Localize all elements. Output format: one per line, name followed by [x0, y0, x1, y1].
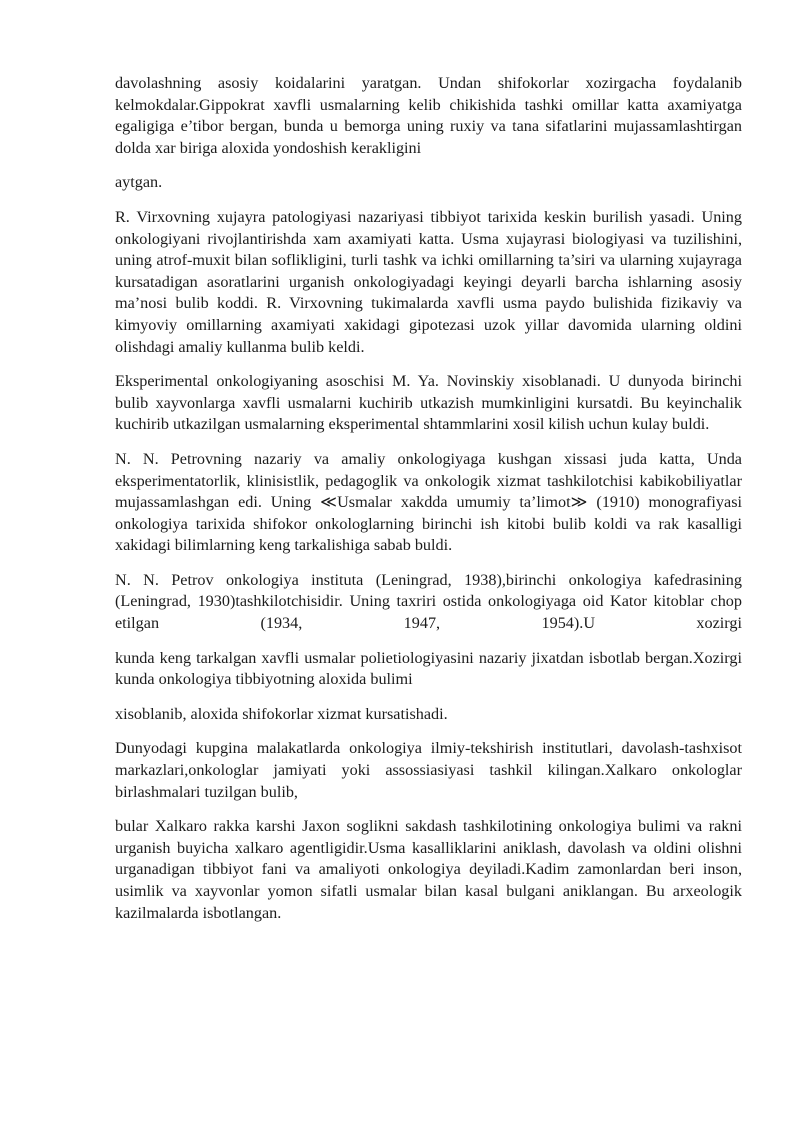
paragraph-polietiology: kunda keng tarkalgan xavfli usmalar polietiologiyasini nazariy jixatdan isbotlab bergan.Xozirgi kunda onkologiya tibbiyotning aloxida bulimi	[115, 648, 742, 689]
paragraph-world-institutes: Dunyodagi kupgina malakatlarda onkologiya ilmiy-tekshirish institutlari, davolash-tashxisot markazlari,onkologlar jamiyati yoki assossiasiyasi tashkil kilingan.Xalkaro onkologlar birlashmalari tuzilgan bulib,	[115, 739, 742, 801]
paragraph-international: bular Xalkaro rakka karshi Jaxon soglikni sakdash tashkilotining onkologiya bulimi va rakni urganish buyicha xalkaro agentligidir.Usma kasalliklarini aniklash, davolash va oldini olishni urganadigan tibbiyot fani va amaliyoti onkologiya deyiladi.Kadim zamonlardan beri inson, usimlik va xayvonlar yomon sifatli usmalar bilan kasal bulgani aniklangan. Bu arxeologik kazilmalarda isbotlangan.	[115, 817, 742, 922]
paragraph-petrov-contribution: N. N. Petrovning nazariy va amaliy onkologiyaga kushgan xissasi juda katta, Unda eksperimentatorlik, klinisistlik, pedagoglik va onkologik xizmat tashkilotchisi kabikobiliyatlar mujassamlashgan edi. Uning ≪Usmalar xakdda umumiy ta’limot≫ (1910) monografiyasi onkologiya tarixida shifokor onkologlarning birinchi ish kitobi bulib koldi va rak kasalligi xakidagi bilimlarning keng tarkalishiga sabab buldi.	[115, 449, 742, 555]
paragraph-aytgan: aytgan.	[115, 173, 163, 192]
paragraph-petrov-institute: N. N. Petrov onkologiya instituta (Leningrad, 1938),birinchi onkologiya kafedrasining (Leningrad, 1930)tashkilotchisidir. Uning taxriri ostida onkologiyaga oid Kator kitoblar chop etilgan (1934, 1947, 1954).U xozirgi	[115, 570, 742, 633]
paragraph-hippocrates: davolashning asosiy koidalarini yaratgan. Undan shifokorlar xozirgacha foydalanib kelmokdalar.Gippokrat xavfli usmalarning kelib chikishida tashki omillar katta axamiyatga egaligiga e’tibor bergan, bunda u bemorga uning ruxiy va tana sifatlarini mujassamlashtirgan dolda xar biriga aloxida yondoshish kerakligini	[115, 74, 742, 157]
paragraph-specialists: xisoblanib, aloxida shifokorlar xizmat kursatishadi.	[115, 704, 448, 723]
paragraph-virchow: R. Virxovning xujayra patologiyasi nazariyasi tibbiyot tarixida keskin burilish yasadi. Uning onkologiyani rivojlantirishda xam axamiyati katta. Usma xujayrasi biologiyasi va tuzilishini, uning atrof-muxit bilan soflikligini, turli tashk va ichki omillarning ta’siri va ularning xujayraga kursatadigan asoratlarini urganish onkologiyadagi keyingi deyarli barcha ishlarning asosiy ma’nosi bulib koddi. R. Virxovning tukimalarda xavfli usma paydo bulishida fizikaviy va kimyoviy omillarning axamiyati xakidagi gipotezasi uzok yillar davomida ularning oldini olishdagi amaliy kullanma bulib keldi.	[115, 207, 742, 356]
document-page	[115, 73, 742, 937]
paragraph-novinskiy: Eksperimental onkologiyaning asoschisi M. Ya. Novinskiy xisoblanadi. U dunyoda birinchi bulib xayvonlarga xavfli usmalarni kuchirib utkazish mumkinligini kursatdi. Bu keyinchalik kuchirib utkazilgan usmalarning eksperimental shtammlarini xosil kilish uchun kulay buldi.	[115, 372, 742, 434]
